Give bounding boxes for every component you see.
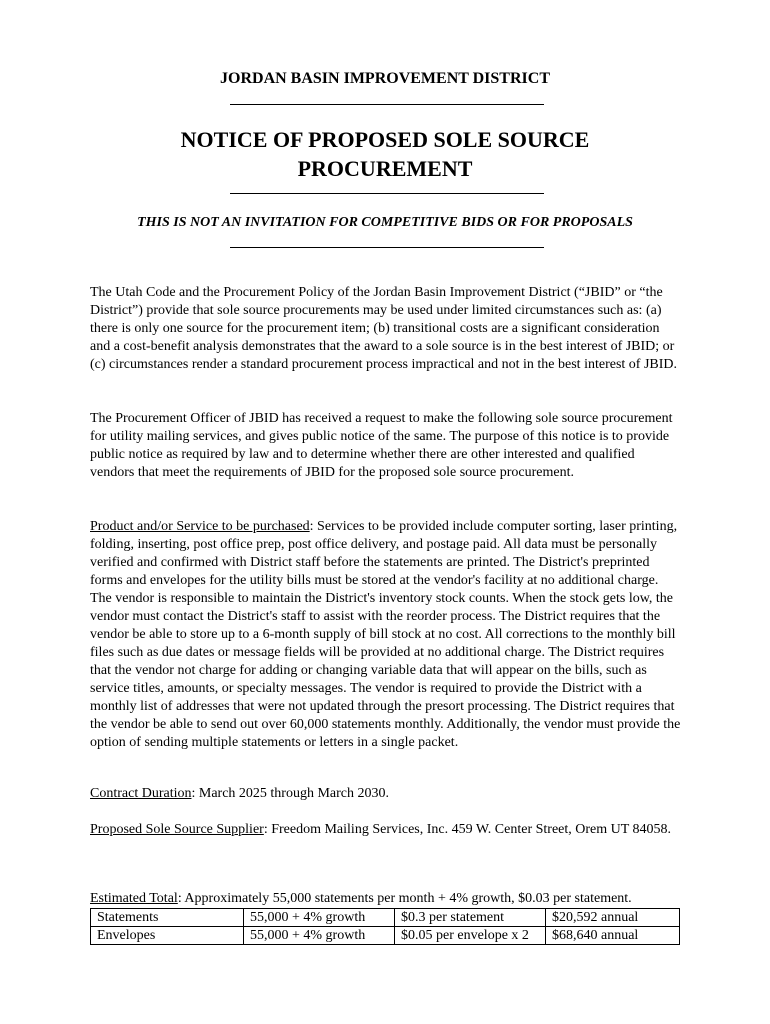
- supplier-paragraph: [90, 821, 682, 839]
- table-row: [91, 927, 680, 945]
- request-paragraph: [90, 410, 682, 482]
- organization-name: JORDAN BASIN IMPROVEMENT DISTRICT: [220, 70, 550, 87]
- contract-text: : March 2025 through March 2030.: [191, 786, 390, 801]
- intro-paragraph: [90, 284, 682, 374]
- product-text: : Services to be provided include computer sorting, laser printing, folding, inserting, post office prep, post office delivery, and postage paid. All data must be personally verified and confirmed with District staff before the statements are printed. The District's preprinted forms and envelopes for the utility bills must be stored at the vendor's facility at no additional charge. The vendor is responsible to maintain the District's inventory stock counts. When the stock gets low, the vendor must contact the District's staff to assist with the reorder process. The District requires that the vendor be able to store up to a 6-month supply of bill stock at no cost. All corrections to the monthly bill files such as due dates or message fields will be provided at no additional charge. The District requires that the vendor not charge for adding or changing variable data that will appear on the bills, such as service titles, amounts, or specialty messages. The vendor is required to provide the District with a monthly list of addresses that were not updated through the presort processing. The District requires that the vendor be able to send out over 60,000 statements monthly. Additionally, the vendor must provide the option of sending multiple statements or letters in a single packet.: [90, 519, 681, 750]
- supplier-text: : Freedom Mailing Services, Inc. 459 W. Center Street, Orem UT 84058.: [263, 822, 672, 837]
- table-cell: Statements: [91, 909, 244, 927]
- estimate-text: : Approximately 55,000 statements per month + 4% growth, $0.03 per statement.: [177, 891, 632, 906]
- divider: [230, 193, 544, 194]
- notice-title-line1: NOTICE OF PROPOSED SOLE SOURCE: [180, 127, 590, 152]
- table-row: [91, 909, 680, 927]
- table-cell: $20,592 annual: [546, 909, 680, 927]
- estimate-label: Estimated Total: [90, 891, 178, 906]
- contract-label: Contract Duration: [90, 786, 192, 801]
- supplier-label: Proposed Sole Source Supplier: [90, 822, 264, 837]
- estimate-paragraph: [90, 890, 690, 908]
- product-paragraph: [90, 518, 682, 752]
- disclaimer: THIS IS NOT AN INVITATION FOR COMPETITIVE BIDS OR FOR PROPOSALS: [137, 215, 633, 230]
- table-cell: $0.3 per statement: [395, 909, 546, 927]
- product-label: Product and/or Service to be purchased: [90, 519, 310, 534]
- table-cell: 55,000 + 4% growth: [244, 927, 395, 945]
- intro-text: The Utah Code and the Procurement Policy of the Jordan Basin Improvement District (“JBID” or “the District”) provide that sole source procurements may be used under limited circumstances such as: (a) there is only one source for the procurement item; (b) transitional costs are a significant consideration and a cost-benefit analysis demonstrates that the award to a sole source is in the best interest of JBID; or (c) circumstances render a standard procurement process impractical and not in the best interest of JBID.: [90, 285, 678, 372]
- table-cell: 55,000 + 4% growth: [244, 909, 395, 927]
- table-cell: $0.05 per envelope x 2: [395, 927, 546, 945]
- contract-paragraph: [90, 785, 682, 803]
- table-cell: Envelopes: [91, 927, 244, 945]
- request-text: The Procurement Officer of JBID has received a request to make the following sole source procurement for utility mailing services, and gives public notice of the same. The purpose of this notice is to provide public notice as required by law and to determine whether there are other interested and qualified vendors that meet the requirements of JBID for the proposed sole source procurement.: [90, 411, 673, 480]
- table-cell: $68,640 annual: [546, 927, 680, 945]
- estimate-table: [90, 908, 680, 945]
- divider: [230, 247, 544, 248]
- notice-title: [0, 125, 770, 183]
- divider: [230, 104, 544, 105]
- notice-title-line2: PROCUREMENT: [297, 156, 473, 181]
